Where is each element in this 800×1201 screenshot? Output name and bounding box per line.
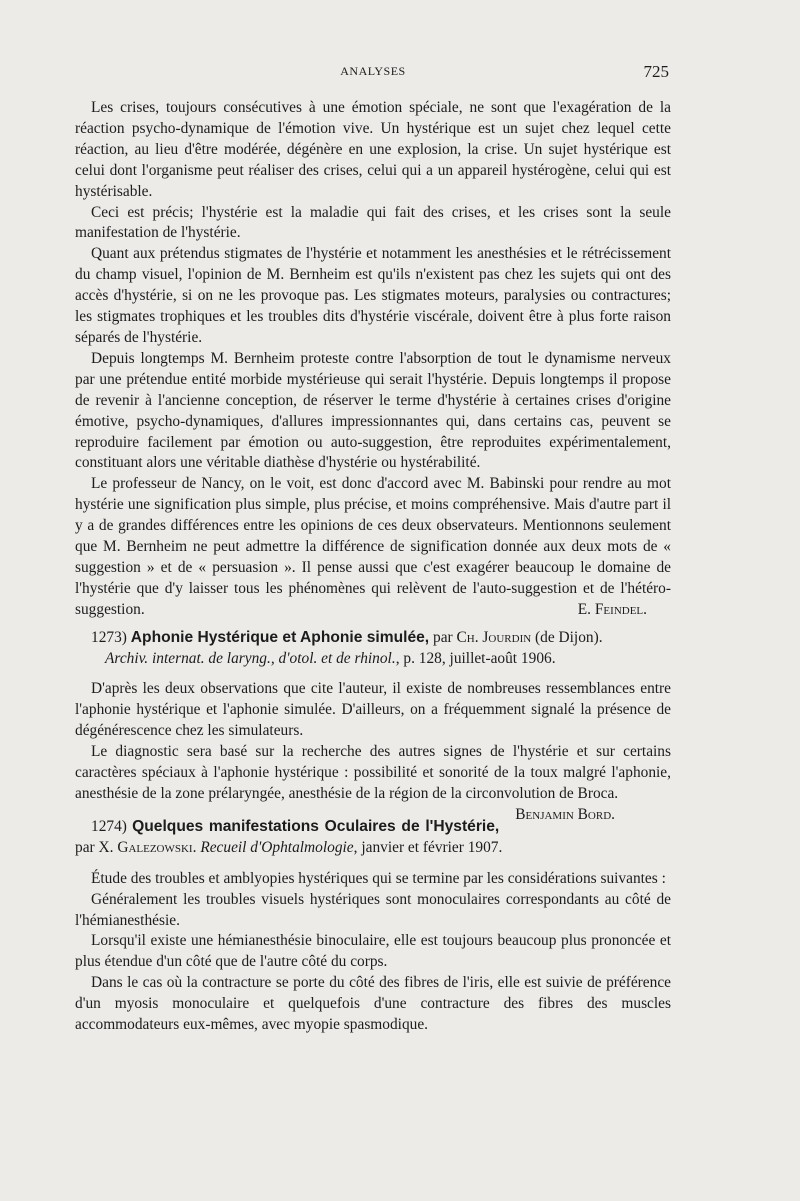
review-signature: E. Feindel. [577, 600, 647, 618]
entry-1274-author: X. Galezowski. [98, 838, 197, 856]
review-paragraph-5 [75, 474, 671, 620]
spacer [75, 859, 671, 869]
entry-1273-signature: Benjamin Bord. [515, 805, 615, 823]
entry-1274-paragraph-4: Dans le cas où la contracture se porte du côté des fibres de l'iris, elle est suivie de préférence d'un myosis monoculaire et quelquefois d'une contracture des fibres des muscles accommodateurs eux-mêmes, avec myopie spasmodique. [75, 974, 671, 1034]
entry-1273-title: Aphonie Hystérique et Aphonie simulée, [130, 628, 430, 646]
entry-1274-title: Quelques manifestations Oculaires de l'Hystérie, [132, 817, 500, 835]
review-paragraph-1: Les crises, toujours consécutives à une émotion spéciale, ne sont que l'exagération de la réaction psycho-dynamique de l'émotion vive. Un hystérique est un sujet chez lequel cette réaction, au lieu d'être modérée, dégénère en une explosion, la crise. Un sujet hystérique est celui dont l'organisme peut réaliser des crises, celui qui a un appareil hystérogène, celui qui est hystérisable. [75, 99, 671, 200]
entry-1273-heading [75, 628, 671, 649]
entry-1273-by: par [433, 628, 453, 646]
page-body [75, 98, 671, 1036]
running-title: ANALYSES [340, 64, 406, 78]
entry-1273-citation-details: , p. 128, juillet-août 1906. [395, 649, 556, 667]
entry-1274-paragraph-3: Lorsqu'il existe une hémianesthésie binoculaire, elle est toujours beaucoup plus prononcée et plus étendue d'un côté que de l'autre côté du corps. [75, 932, 671, 971]
entry-1273-citation [75, 649, 671, 670]
entry-1273-paragraph-2 [75, 742, 671, 823]
entry-1273-paragraph-1: D'après les deux observations que cite l'auteur, il existe de nombreuses ressemblances entre l'aphonie hystérique et l'aphonie simulée. D'ailleurs, on a fréquemment signalé la présence de dégénérescence chez les simulateurs. [75, 680, 671, 740]
entry-1274-paragraph-2: Généralement les troubles visuels hystériques sont monoculaires correspondants au côté de l'hémianesthésie. [75, 890, 671, 929]
entry-1274-number: 1274) [91, 817, 127, 835]
entry-1274-citation-details: , janvier et février 1907. [353, 838, 503, 856]
review-paragraph-2: Ceci est précis; l'hystérie est la maladie qui fait des crises, et les crises sont la seule manifestation de l'hystérie. [75, 203, 671, 242]
entry-1273-author: Ch. Jourdin [456, 628, 532, 646]
review-paragraph-3: Quant aux prétendus stigmates de l'hystérie et notamment les anesthésies et le rétrécissement du champ visuel, l'opinion de M. Bernheim est qu'ils n'existent pas chez les sujets qui ont des accès d'hystérie, si on ne les provoque pas. Les stigmates moteurs, paralysies ou contractures; les stigmates trophiques et les troubles dits d'hystérie viscérale, doivent être à plus forte raison séparés de l'hystérie. [75, 245, 671, 346]
entry-1274 [75, 817, 671, 1036]
entry-1273-location: (de Dijon). [535, 628, 603, 646]
entry-1274-by: par [75, 838, 95, 856]
entry-1273-paragraph-2-text: Le diagnostic sera basé sur la recherche des autres signes de l'hystérie et sur certains caractères spéciaux à l'aphonie hystérique : possibilité et sonorité de la toux malgré l'aphonie, anesthésie de la zone prélaryngée, anesthésie de la région de la circonvolution de Broca. [75, 743, 671, 802]
entry-1273-journal: Archiv. internat. de laryng., d'otol. et de rhinol. [105, 649, 396, 667]
review-section [75, 98, 671, 621]
page-header [75, 62, 671, 86]
spacer [75, 669, 671, 679]
review-paragraph-5-text: Le professeur de Nancy, on le voit, est donc d'accord avec M. Babinski pour rendre au mot hystérie une signification plus simple, plus précise, et moins compréhensive. Mais d'autre part il y a de grandes différences entre les opinions de ces deux observateurs. Mentionnons seulement que M. Bernheim ne peut admettre la différence de signification donnée aux deux mots de « suggestion » et de « persuasion ». Il pense aussi que c'est exagérer beaucoup le domaine de l'hystérie que d'y laisser tous les phénomènes qui relèvent de l'auto-suggestion et de l'hétéro-suggestion. [75, 475, 671, 618]
entry-1273 [75, 628, 671, 823]
entry-1274-paragraph-1: Étude des troubles et amblyopies hystériques qui se termine par les considérations suivantes : [91, 869, 666, 887]
page-number: 725 [643, 62, 669, 81]
entry-1273-number: 1273) [91, 628, 127, 646]
review-paragraph-4: Depuis longtemps M. Bernheim proteste contre l'absorption de tout le dynamisme nerveux par une prétendue entité morbide mystérieuse qui serait l'hystérie. Depuis longtemps il propose de revenir à l'ancienne conception, de réserver le terme d'hystérie à certaines crises d'origine émotive, psycho-dynamiques, d'allures impressionnantes qui, dans certains cas, peuvent se reproduire facilement par émotion ou auto-suggestion, être reproduites expérimentalement, constituant alors une véritable diathèse d'hystérie ou hystérabilité. [75, 349, 671, 472]
entry-1274-journal: Recueil d'Ophtalmologie [200, 838, 354, 856]
